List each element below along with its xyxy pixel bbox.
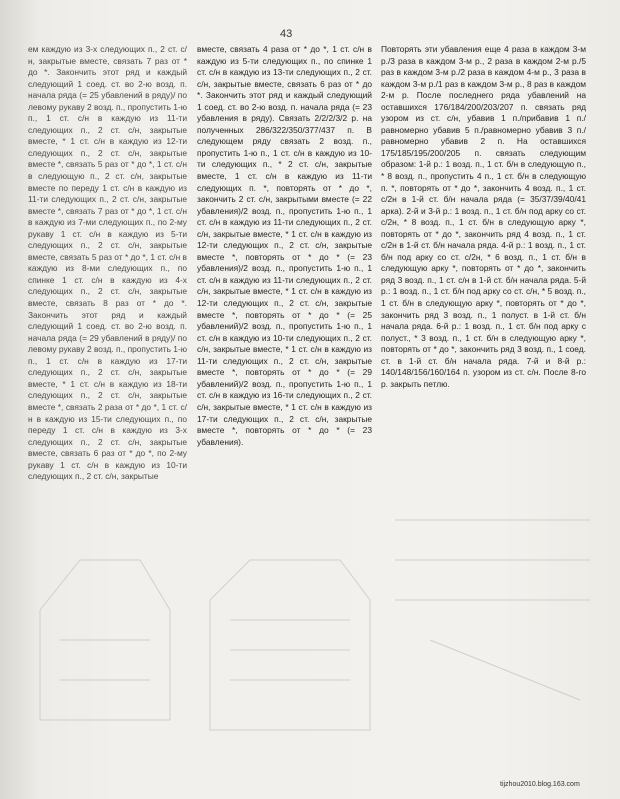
schematic-sleeve-left — [40, 560, 170, 720]
blog-watermark: tijzhou2010.blog.163.com — [500, 781, 580, 788]
text-column-middle: вместе, связать 4 раза от * до *, 1 ст. с/н в каждую из 5-ти следующих п., по спинке 1 ст. с/н в каждую из 13-ти следующих п., 2 ст. с/н, закрытые вместе, связать 6 раз от * до *. Закончить этот ряд и каждый следующий 1 соед. ст. во 2-ю возд. п. начала ряда (= 23 убавления в ряду). Связать 2/2/2/3/2 р. на полученных 286/322/350/377/437 п. В следующем ряду связать 2 возд. п., пропустить 1-ю п., 1 ст. с/н в каждую из 10-ти следующих п., * 2 ст. с/н, закрытые вместе, 1 ст. с/н в каждую из 11-ти следующих п. *, повторять от * до *, закончить 2 ст. с/н, закрытыми вместе (= 22 убавления)/2 возд. п., пропустить 1-ю п., 1 ст. с/н в каждую из 11-ти следующих п., 2 ст. с/н, закрытые вместе, * 1 ст. с/н в каждую из 12-ти следующих п., 2 ст. с/н, закрытые вместе *, повторять от * до * (= 23 убавления)/2 возд. п., пропустить 1-ю п., 1 ст. с/н в каждую из 11-ти следующих п., 2 ст. с/н, закрытые вместе, * 1 ст. с/н в каждую из 12-ти следующих п., 2 ст. с/н, закрытые вместе *, повторять от * до * (= 25 убавлений)/2 возд. п., пропустить 1-ю п., 1 ст. с/н в каждую из 10-ти следующих п., 2 ст. с/н, закрытые вместе, * 1 ст. с/н в каждую из 11-ти следующих п., 2 ст. с/н, закрытые вместе *, повторять от * до * (= 29 убавлений)/2 возд. п., пропустить 1-ю п., 1 ст. с/н в каждую из 16-ти следующих п., 2 ст. с/н, закрытые вместе, * 1 ст. с/н в каждую из 17-ти следующих п., 2 ст. с/н, закрытые вместе *, повторять от * до * (= 23 убавления). — [197, 44, 372, 447]
schematic-lines — [60, 620, 350, 680]
page-number: 43 — [280, 28, 293, 40]
text-column-right: Повторять эти убавления еще 4 раза в каждом 3-м р./3 раза в каждом 3-м р., 2 раза в каждом 2-м р./5 раз в каждом 3-м р./2 раза в каждом 4-м р., 3 раза в каждом 3-м р./1 раз в каждом 3-м р., 8 раз в каждом 2-м р. После последнего ряда убавлений на оставшихся 176/184/200/203/207 п. связать ряд узором из ст. с/н, убавив 1 п./прибавив 1 п./равномерно убавив 5 п./равномерно убавив 3 п./равномерно убавив 2 п. На оставшихся 175/185/195/200/205 п. связать следующим образом: 1-й р.: 1 возд. п., 1 ст. б/н в следующую п., * 8 возд. п., пропустить 4 п., 1 ст. б/н в следующую п. *, повторять от * до *, закончить 4 возд. п., 1 ст. с/2н в 1-й ст. б/н начала ряда (= 35/37/39/40/41 арка). 2-й и 3-й р.: 1 возд. п., 1 ст. б/н под арку со ст. с/2н, * 8 возд. п., 1 ст. б/н в следующую арку *, повторять от * до *, закончить ряд 4 возд. п., 1 ст. с/2н в 1-й ст. б/н начала ряда. 4-й р.: 1 возд. п., 1 ст. б/н под арку со ст. с/2н, * 6 возд. п., 1 ст. б/н в следующую арку *, повторять от * до *, закончить ряд 3 возд. п., 1 ст. с/н в 1-й ст. б/н начала ряда. 5-й р.: 1 возд. п., 1 ст. б/н под арку со ст. с/н, * 5 возд. п., 1 ст. б/н в следующую арку *, повторять от * до *, закончить ряд 3 возд. п., 1 полуст. в 1-й ст. б/н начала ряда. 6-й р.: 1 возд. п., 1 ст. б/н под арку с полуст., * 3 возд. п., 1 ст. б/н в следующую арку *, повторять от * до *, закончить ряд 3 возд. п., 1 соед. ст. в 1-й ст. б/н начала ряда. 7-й и 8-й р.: 140/148/156/160/164 п. узором из ст. с/н. После 8-го р. закрыть петлю. — [381, 44, 586, 389]
schematic-body — [210, 560, 370, 730]
schematic-yoke — [395, 520, 590, 700]
text-column-left: ем каждую из 3-х следующих п., 2 ст. с/н, закрытые вместе, связать 7 раз от * до *. Закончить этот ряд и каждый следующий 1 соед. ст. во 2-ю возд. п. начала ряда (= 25 убавлений в ряду)/ по левому рукаву 2 возд. п., пропустить 1-ю п., 1 ст. с/н в каждую из 11-ти следующих п., 2 ст. с/н, закрытые вместе, * 1 ст. с/н в каждую из 12-ти следующих п., 2 ст. с/н, закрытые вместе *, связать 5 раз от * до *, 1 ст. с/н в следующую п., 2 ст. с/н, закрытые вместе по переду 1 ст. с/н в каждую из 11-ти следующих п., 2 ст. с/н, закрытые вместе *, связать 7 раз от * до *, 1 ст. с/н в каждую из 7-ми следующих п., по 2-му рукаву 1 ст. с/н в каждую из 5-ти следующих п., 2 ст. с/н, закрытые вместе, связать 5 раз от * до *, 1 ст. с/н в каждую из 8-ми следующих п., по спинке 1 ст. с/н в каждую из 4-х следующих п., 2 ст. с/н, закрытые вместе, связать 8 раз от * до *. Закончить этот ряд и каждый следующий 1 соед. ст. во 2-ю возд. п. начала ряда (= 29 убавлений в ряду)/ по левому рукаву 2 возд. п., пропустить 1-ю п., 1 ст. с/н в каждую из 17-ти следующих п., 2 ст. с/н, закрытые вместе, * 1 ст. с/н в каждую из 18-ти следующих п., 2 ст. с/н, закрытые вместе *, связать 2 раза от * до *, 1 ст. с/н в каждую из 15-ти следующих п., по переду 1 ст. с/н в каждую из 3-х следующих п., 2 ст. с/н, закрытые вместе, связать 6 раз от * до *, по 2-му рукаву 1 ст. с/н в каждую из 10-ти следующих п., 2 ст. с/н, закрытые — [28, 44, 188, 482]
